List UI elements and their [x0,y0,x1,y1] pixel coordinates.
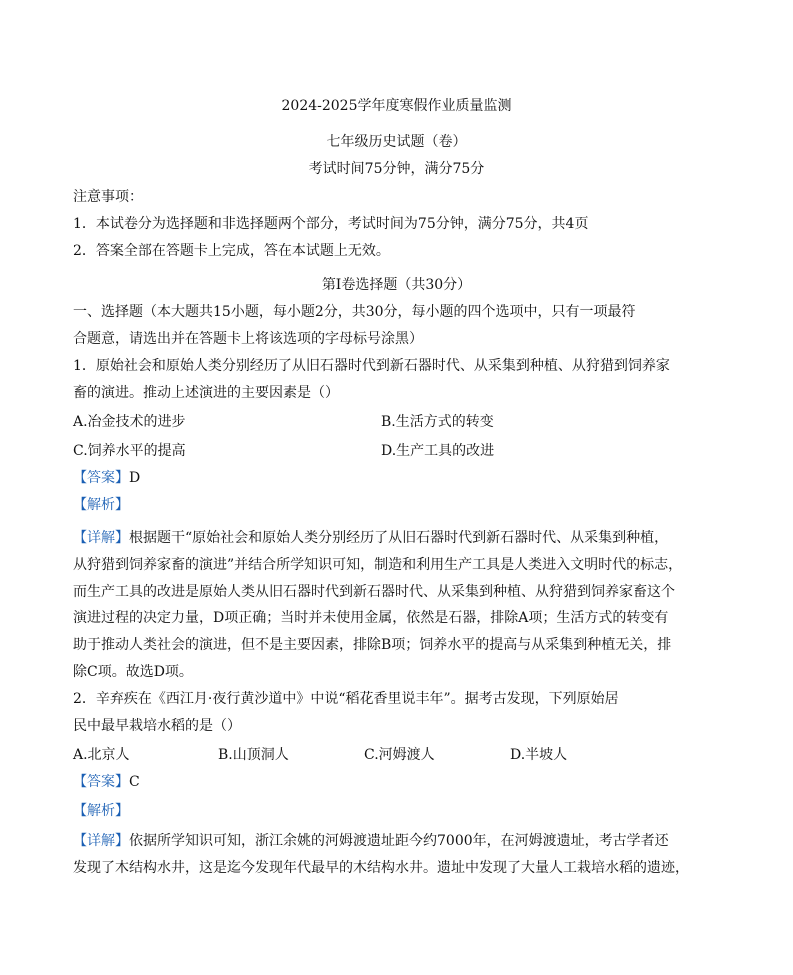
section-title: 第Ⅰ卷选择题（共30分） [321,277,472,293]
q2-stem-line-2: 民中最早栽培水稻的是（） [73,718,241,734]
q2-option-c: C.河姆渡人 [364,747,435,763]
exam-subtitle: 七年级历史试题（卷） [326,134,467,150]
notice-item-1: 1．本试卷分为选择题和非选择题两个部分，考试时间为75分钟，满分75分，共4页 [73,216,589,232]
q1-option-d: D.生产工具的改进 [381,443,495,459]
q1-detail-line-6: 除C项。故选D项。 [73,664,193,680]
exam-time-info: 考试时间75分钟，满分75分 [308,161,485,177]
q1-answer-value: D [129,470,141,486]
q2-answer [73,773,140,791]
q1-analysis-tag: 【解析】 [73,497,129,513]
q1-stem-line-1: 1．原始社会和原始人类分别经历了从旧石器时代到新石器时代、从采集到种植、从狩猎到饲养家 [73,358,670,374]
q1-detail-line-3: 而生产工具的改进是原始人类从旧石器时代到新石器时代、从采集到种植、从狩猎到饲养家畜这个 [73,584,675,600]
q1-stem-line-2: 畜的演进。推动上述演进的主要因素是（） [73,385,339,401]
q2-detail-text-1: 依据所学知识可知，浙江余姚的河姆渡遗址距今约7000年，在河姆渡遗址，考古学者还 [129,833,669,849]
section-instructions-line-2: 合题意，请选出并在答题卡上将该选项的字母标号涂黑） [73,331,423,347]
q2-option-d: D.半坡人 [510,747,568,763]
q2-detail-line-1 [73,832,669,850]
q1-detail-line-4: 演进过程的决定力量，D项正确；当时并未使用金属，依然是石器，排除A项；生活方式的转变有 [73,610,669,626]
q1-detail-text-1: 根据题干“原始社会和原始人类分别经历了从旧石器时代到新石器时代、从采集到种植， [129,530,669,546]
q2-analysis-tag: 【解析】 [73,803,129,819]
q2-detail-tag: 【详解】 [73,833,129,849]
q2-answer-tag: 【答案】 [73,774,129,790]
q1-option-b: B.生活方式的转变 [381,414,494,430]
q1-answer-tag: 【答案】 [73,470,129,486]
exam-title: 2024-2025学年度寒假作业质量监测 [281,98,512,114]
q2-option-b: B.山顶洞人 [218,747,289,763]
notice-heading: 注意事项： [73,189,143,205]
q1-option-a: A.冶金技术的进步 [73,414,186,430]
q1-option-c: C.饲养水平的提高 [73,443,186,459]
q1-analysis [73,496,129,514]
q2-answer-value: C [129,774,140,790]
q2-detail-line-2: 发现了木结构水井，这是迄今发现年代最早的木结构水井。遗址中发现了大量人工栽培水稻的遗迹， [73,860,689,876]
q2-analysis [73,802,129,820]
q1-detail-line-2: 从狩猎到饲养家畜的演进”并结合所学知识可知，制造和利用生产工具是人类进入文明时代的标志， [73,557,683,573]
q1-detail-line-1 [73,529,668,547]
notice-item-2: 2．答案全部在答题卡上完成，答在本试题上无效。 [73,243,390,259]
section-instructions-line-1: 一、选择题（本大题共15小题，每小题2分，共30分，每小题的四个选项中，只有一项最符 [73,304,636,320]
q1-detail-line-5: 助于推动人类社会的演进，但不是主要因素，排除B项；饲养水平的提高与从采集到种植无关，排 [73,637,672,653]
q2-stem-line-1: 2．辛弃疾在《西江月·夜行黄沙道中》中说“稻花香里说丰年”。据考古发现，下列原始居 [73,691,619,707]
q1-answer [73,469,140,487]
q2-option-a: A.北京人 [73,747,130,763]
q1-detail-tag: 【详解】 [73,530,129,546]
